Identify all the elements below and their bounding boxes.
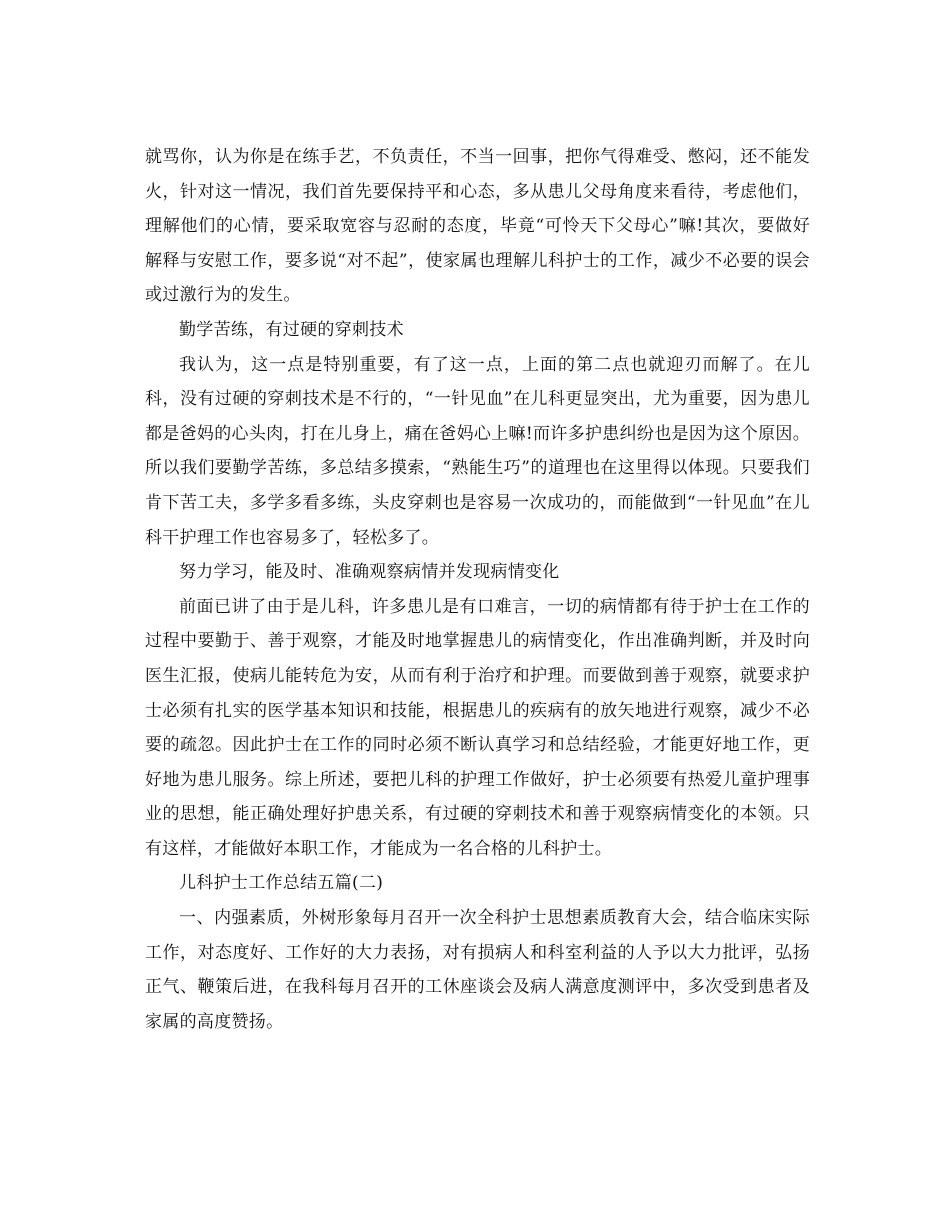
section-heading: 勤学苦练，有过硬的穿刺技术 (179, 319, 404, 340)
section-heading: 儿科护士工作总结五篇(二) (179, 873, 384, 894)
document-body (145, 140, 810, 1039)
paragraph: 一、内强素质，外树形象每月召开一次全科护士思想素质教育大会，结合临床实际工作，对态度好、工作好的大力表扬，对有损病人和科室利益的人予以大力批评，弘扬正气、鞭策后进，在我科每月召开的工休座谈会及病人满意度测评中，多次受到患者及家属的高度赞扬。 (145, 908, 810, 1032)
section-heading: 努力学习，能及时、准确观察病情并发现病情变化 (179, 562, 560, 583)
paragraph: 我认为，这一点是特别重要，有了这一点，上面的第二点也就迎刃而解了。在儿科，没有过硬的穿刺技术是不行的，“一针见血”在儿科更显突出，尤为重要，因为患儿都是爸妈的心头肉，打在儿身上，痛在爸妈心上嘛!而许多护患纠纷也是因为这个原因。所以我们要勤学苦练，多总结多摸索，“熟能生巧”的道理也在这里得以体现。只要我们肯下苦工夫，多学多看多练，头皮穿刺也是容易一次成功的，而能做到“一针见血”在儿科干护理工作也容易多了，轻松多了。 (145, 354, 810, 548)
paragraph-continuation: 就骂你，认为你是在练手艺，不负责任，不当一回事，把你气得难受、憋闷，还不能发火，针对这一情况，我们首先要保持平和心态，多从患儿父母角度来看待，考虑他们，理解他们的心情，要采取宽容与忍耐的态度，毕竟“可怜天下父母心”嘛!其次，要做好解释与安慰工作，要多说“对不起”，使家属也理解儿科护士的工作，减少不必要的误会或过激行为的发生。 (145, 147, 810, 306)
paragraph: 前面已讲了由于是儿科，许多患儿是有口难言，一切的病情都有待于护士在工作的过程中要勤于、善于观察，才能及时地掌握患儿的病情变化，作出准确判断，并及时向医生汇报，使病儿能转危为安，从而有利于治疗和护理。而要做到善于观察，就要求护士必须有扎实的医学基本知识和技能，根据患儿的疾病有的放矢地进行观察，减少不必要的疏忽。因此护士在工作的同时必须不断认真学习和总结经验，才能更好地工作，更好地为患儿服务。综上所述，要把儿科的护理工作做好，护士必须要有热爱儿童护理事业的思想，能正确处理好护患关系，有过硬的穿刺技术和善于观察病情变化的本领。只有这样，才能做好本职工作，才能成为一名合格的儿科护士。 (145, 596, 810, 859)
